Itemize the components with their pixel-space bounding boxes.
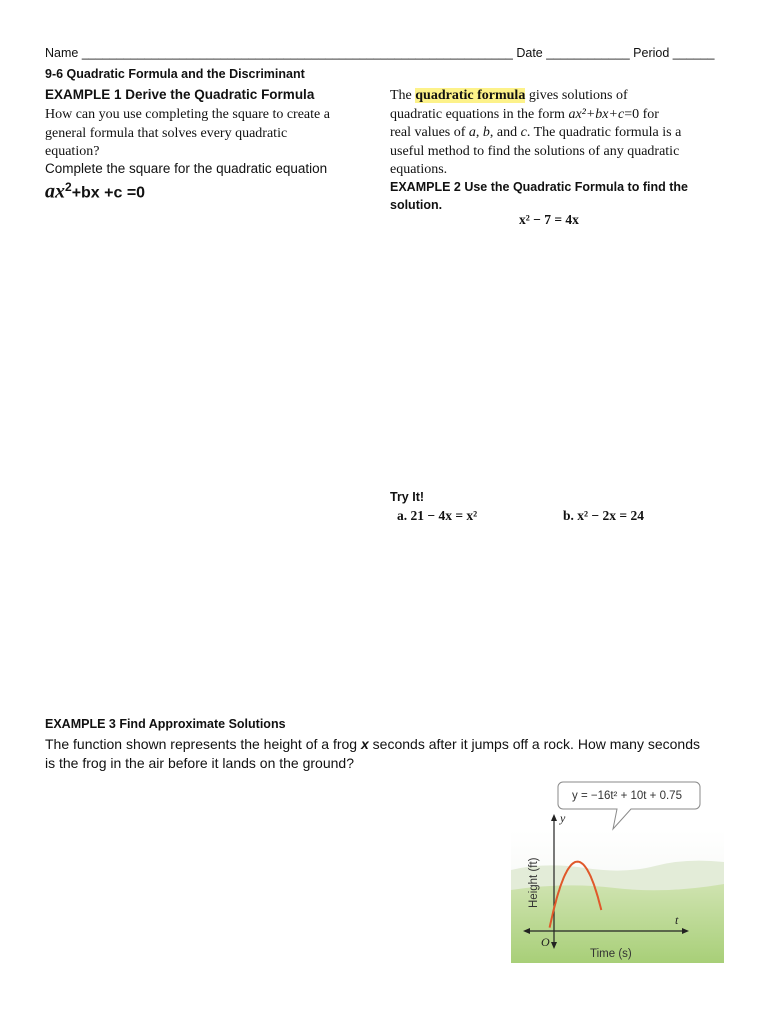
example2-heading: EXAMPLE 2 Use the Quadratic Formula to find the solution. — [390, 180, 688, 212]
header-line — [45, 46, 715, 60]
quadratic-formula-intro — [390, 87, 735, 180]
example2-equation: x² − 7 = 4x — [519, 212, 579, 227]
example1-question — [45, 106, 380, 162]
equation-rest: +bx +c =0 — [71, 184, 146, 202]
example3-line-1: The function shown represents the height of a frog x seconds after it jumps off a rock. How many seconds — [45, 736, 701, 752]
y-axis-var: y — [560, 811, 566, 825]
equation-ax: ax — [45, 180, 65, 203]
name-label: Name — [45, 46, 79, 60]
x-axis-label: Time (s) — [590, 948, 632, 960]
period-label: Period — [633, 46, 670, 60]
section-title: 9-6 Quadratic Formula and the Discriminant — [45, 67, 305, 81]
period-field[interactable]: ______ — [672, 46, 715, 60]
callout-equation: y = −16t² + 10t + 0.75 — [572, 790, 682, 802]
intro-line-2: quadratic equations in the form ax²+bx+c=0 for — [390, 106, 659, 122]
highlighted-term: quadratic formula — [415, 88, 526, 103]
example1-equation — [45, 180, 145, 203]
example3-prompt — [45, 735, 735, 772]
example1-question-line: How can you use completing the square to create a — [45, 107, 330, 122]
intro-line-3: real values of a, b, and c. The quadratic formula is a — [390, 125, 682, 140]
t-axis-var: t — [675, 913, 679, 927]
try-it-b: b. x² − 2x = 24 — [563, 508, 644, 523]
example1-question-line: general formula that solves every quadratic — [45, 125, 288, 141]
frog-height-figure — [505, 770, 730, 970]
y-axis-label: Height (ft) — [528, 857, 540, 908]
y-axis-arrow — [551, 814, 557, 821]
example3-heading: EXAMPLE 3 Find Approximate Solutions — [45, 717, 286, 731]
intro-line-5: equations. — [390, 162, 448, 177]
origin-label: O — [541, 935, 550, 949]
equation-exponent: 2 — [65, 180, 72, 194]
try-it-label: Try It! — [390, 490, 425, 504]
try-it-a: a. 21 − 4x = x² — [397, 508, 478, 523]
intro-line-1: The quadratic formula gives solutions of — [390, 88, 628, 103]
example3-line-2: is the frog in the air before it lands on the ground? — [45, 754, 354, 771]
example1-instruction: Complete the square for the quadratic equation — [45, 161, 328, 176]
example1-question-line: equation? — [45, 144, 100, 159]
date-field[interactable]: ____________ — [546, 46, 630, 60]
date-label: Date — [516, 46, 543, 60]
intro-line-4: useful method to find the solutions of any quadratic — [390, 143, 680, 159]
name-field[interactable]: ______________________________________________________________ — [81, 46, 513, 60]
example1-heading: EXAMPLE 1 Derive the Quadratic Formula — [45, 87, 315, 102]
